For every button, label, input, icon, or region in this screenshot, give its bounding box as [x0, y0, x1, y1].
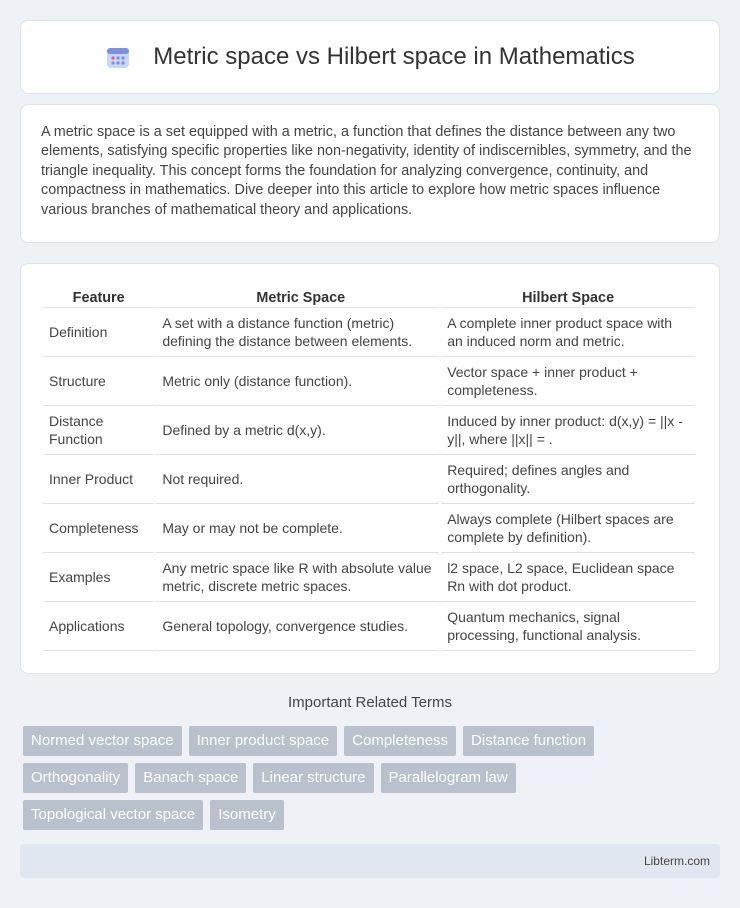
tag-completeness[interactable]: Completeness	[344, 726, 456, 756]
table-row	[43, 602, 695, 651]
tag-isometry[interactable]: Isometry	[210, 800, 284, 830]
row-feature: Structure	[43, 357, 154, 406]
row-hilbert-value: Always complete (Hilbert spaces are complete by definition).	[441, 504, 695, 553]
tag-row	[23, 800, 723, 830]
row-feature: Examples	[43, 553, 154, 602]
intro-card	[20, 104, 720, 243]
row-feature: Completeness	[43, 504, 154, 553]
row-metric-value: Defined by a metric d(x,y).	[156, 406, 439, 455]
table-row	[43, 406, 695, 455]
related-terms-title: Important Related Terms	[288, 694, 452, 711]
tag-orthogonality[interactable]: Orthogonality	[23, 763, 128, 793]
header-hilbert-space: Hilbert Space	[441, 281, 695, 308]
table-row	[43, 308, 695, 357]
row-feature: Distance Function	[43, 406, 154, 455]
intro-text: A metric space is a set equipped with a metric, a function that defines the distance between any two elements, satisfying specific properties like non-negativity, identity of indiscernibles, symmetry, and the triangle inequality. This concept forms the foundation for analyzing convergence, continuity, and compactness in mathematics. Dive deeper into this article to explore how metric spaces influence various branches of mathematical theory and applications.	[41, 124, 692, 218]
tag-normed-vector-space[interactable]: Normed vector space	[23, 726, 182, 756]
table-row	[43, 455, 695, 504]
page-title: Metric space vs Hilbert space in Mathematics	[153, 43, 635, 70]
row-metric-value: A set with a distance function (metric) defining the distance between elements.	[156, 308, 439, 357]
row-metric-value: May or may not be complete.	[156, 504, 439, 553]
row-metric-value: Any metric space like R with absolute value metric, discrete metric spaces.	[156, 553, 439, 602]
tag-parallelogram-law[interactable]: Parallelogram law	[381, 763, 516, 793]
tag-row	[23, 763, 723, 793]
tag-linear-structure[interactable]: Linear structure	[253, 763, 373, 793]
related-terms-tags	[23, 726, 723, 837]
row-metric-value: Metric only (distance function).	[156, 357, 439, 406]
row-metric-value: Not required.	[156, 455, 439, 504]
row-hilbert-value: Required; defines angles and orthogonality.	[441, 455, 695, 504]
table-row	[43, 553, 695, 602]
row-feature: Applications	[43, 602, 154, 651]
row-hilbert-value: l2 space, L2 space, Euclidean space Rn with dot product.	[441, 553, 695, 602]
row-hilbert-value: Induced by inner product: d(x,y) = ||x - y||, where ||x|| = .	[441, 406, 695, 455]
row-metric-value: General topology, convergence studies.	[156, 602, 439, 651]
header-metric-space: Metric Space	[156, 281, 439, 308]
header-card	[20, 20, 720, 94]
table-row	[43, 504, 695, 553]
row-hilbert-value: Quantum mechanics, signal processing, functional analysis.	[441, 602, 695, 651]
tag-topological-vector-space[interactable]: Topological vector space	[23, 800, 203, 830]
row-feature: Definition	[43, 308, 154, 357]
row-hilbert-value: Vector space + inner product + completeness.	[441, 357, 695, 406]
footer-site-link[interactable]: Libterm.com	[643, 854, 710, 868]
comparison-table-card	[20, 263, 720, 674]
tag-banach-space[interactable]: Banach space	[135, 763, 246, 793]
footer	[20, 844, 720, 878]
tag-distance-function[interactable]: Distance function	[463, 726, 594, 756]
comparison-table	[41, 281, 697, 651]
tag-inner-product-space[interactable]: Inner product space	[189, 726, 338, 756]
calendar-icon	[105, 44, 131, 70]
tag-row	[23, 726, 723, 756]
table-row	[43, 357, 695, 406]
header-feature: Feature	[43, 281, 154, 308]
table-header-row	[43, 281, 695, 308]
row-feature: Inner Product	[43, 455, 154, 504]
row-hilbert-value: A complete inner product space with an induced norm and metric.	[441, 308, 695, 357]
